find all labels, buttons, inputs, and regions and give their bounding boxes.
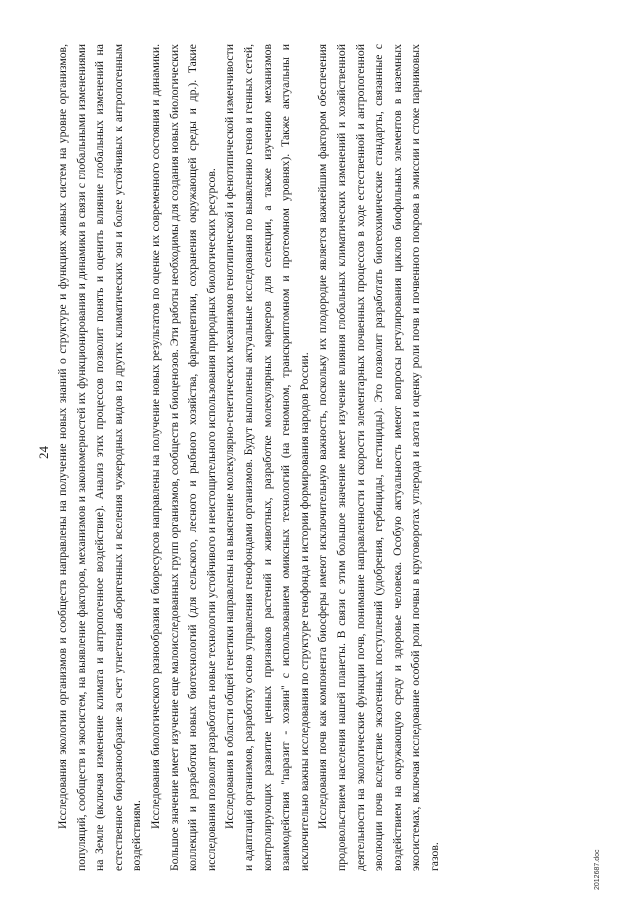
paragraph-genetics: Исследования в области общей генетики направлены на выяснение молекулярно-генетических механизмов генотипической и фенотипической изменчивости и адаптаций организмов, разработку основ управления генофондами организмов. Будут выполнены актуальные исследования по выявлению генов и генных сетей, контролирующих развитие ценных признаков растений и животных, разработке молекулярных маркеров для селекции, а также изучению механизмов взаимодействия "паразит - хозяин" с использованием омиксных технологий (на геномном, транскриптомном и протеомном уровнях). Также актуальны и исключительно важны исследования по структуре генофонда и истории формирования народов России. [223,44,311,871]
page-number: 24 [36,446,51,459]
paragraph-ecology: Исследования экологии организмов и сообществ направлены на получение новых знаний о структуре и функциях живых систем на уровне организмов, популяций, сообществ и экосистем, на выявление факторов, механизмов и закономерностей их функционирования и динамики в связи с глобальными изменениями на Земле (включая изменение климата и антропогенное воздействие). Анализ этих процессов позволит понять и оценить влияние глобальных изменений на естественное биоразнообразие за счет угнетения аборигенных и вселения чужеродных видов из других климатических зон и более устойчивых к антропогенным воздействиям. [56,44,144,871]
footer-filename: 2012687.doc [594,849,601,890]
paragraph-biodiversity: Исследования биологического разнообразия и биоресурсов направлены на получение новых результатов по оценке их современного состояния и динамики. Большое значение имеет изучение еще малоисследованных групп организмов, сообществ и биоценозов. Эти работы необходимы для создания новых биологических коллекций и разработки новых биотехнологий (для сельского, лесного и рыбного хозяйства, фармацевтики, сохранения окружающей среды и др.). Такие исследования позволят разработать новые технологии устойчивого и неистощительного использования природных биологических ресурсов. [148,44,218,871]
paragraph-soils: Исследования почв как компонента биосферы имеют исключительную важность, поскольку их плодородие является важнейшим фактором обеспечения продовольствием населения нашей планеты. В связи с этим большое значение имеет изучение влияния глобальных климатических изменений и хозяйственной деятельности на экологические функции почв, понимание направленности и скорости элементарных почвенных процессов в ходе естественной и антропогенной эволюции почв вследствие экзогенных поступлений (удобрения, гербициды, пестициды). Это позволит разработать биогеохимические стандарты, связанные с воздействием на окружающую среду и здоровье человека. Особую актуальность имеют вопросы регулирования циклов биофильных элементов в наземных экосистемах, включая исследование особой роли почвы в круговоротах углерода и азота и оценку роли почв и почвенного покрова в эмиссии и стоке парниковых газов. [316,44,441,871]
document-body [54,44,444,871]
